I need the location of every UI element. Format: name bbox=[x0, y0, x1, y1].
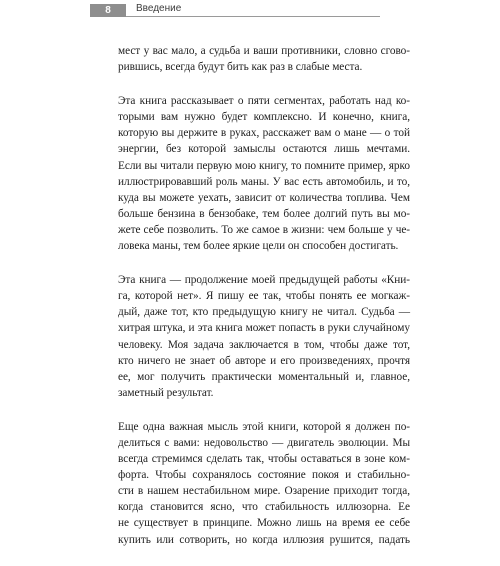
text-line: ее, мог получить практически моментальный и, главное, bbox=[118, 370, 410, 383]
text-line: мест у вас мало, а судьба и ваши противники, словно сгово- bbox=[118, 45, 410, 57]
paragraph bbox=[118, 272, 410, 401]
text-line: которую вы держите в руках, расскажет вам о мане — о той bbox=[118, 127, 410, 140]
text-line: форта. Чтобы сохранялось состояние покоя и стабильно- bbox=[118, 469, 410, 482]
text-line: дый, даже тот, кто предыдущую книгу не читал. Судьба — bbox=[118, 306, 410, 319]
page-number-block bbox=[90, 4, 126, 17]
text-line: всегда стремимся сделать так, чтобы оставаться в зоне ком- bbox=[118, 453, 410, 466]
page-number: 8 bbox=[105, 5, 111, 16]
page-header bbox=[0, 0, 500, 22]
text-line: Эта книга рассказывает о пяти сегментах, работать над ко- bbox=[118, 95, 410, 108]
text-line: Если вы читали первую мою книгу, то помните пример, ярко bbox=[118, 159, 410, 172]
text-line: не существует в принципе. Можно лишь на время ее себе bbox=[118, 517, 410, 530]
text-line: жете себе позволить. То же самое в жизни: чем больше у че- bbox=[118, 223, 410, 236]
text-line: куда вы можете уехать, зависит от количества топлива. Чем bbox=[118, 191, 410, 204]
paragraph bbox=[118, 43, 410, 75]
paragraph bbox=[118, 419, 410, 548]
text-line: когда становится ясно, что стабильность иллюзорна. Ее bbox=[118, 501, 410, 514]
text-line: сти в нашем нестабильном мире. Озарение приходит тогда, bbox=[118, 485, 410, 498]
text-line: ловека маны, тем более яркие цели он способен достигать. bbox=[118, 240, 399, 253]
text-line: делиться с вами: недовольство — двигатель эволюции. Мы bbox=[118, 436, 410, 449]
text-line: Эта книга — продолжение моей предыдущей работы «Кни- bbox=[118, 274, 410, 287]
running-title: Введение bbox=[136, 3, 182, 14]
text-line: энергии, без которой замыслы остаются лишь мечтами. bbox=[118, 143, 410, 156]
text-line: хитрая штука, и эта книга может попасть в руки случайному bbox=[118, 322, 410, 335]
text-line: заметный результат. bbox=[118, 386, 214, 399]
text-line: кто ничего не знает об авторе и его произведениях, прочтя bbox=[118, 354, 410, 367]
text-line: рившись, всегда будут бить как раз в слабые места. bbox=[118, 61, 363, 74]
text-line: купить или сотворить, но когда иллюзия рушится, падать bbox=[118, 533, 410, 546]
text-line: человеку. Моя задача заключается в том, чтобы даже тот, bbox=[118, 338, 410, 351]
text-line: торыми вам нужно будет комплексно. И конечно, книга, bbox=[118, 111, 410, 124]
header-rule bbox=[126, 16, 380, 17]
text-line: иллюстрировавший роль маны. У вас есть автомобиль, и то, bbox=[118, 175, 410, 188]
page-body bbox=[118, 43, 410, 566]
text-line: больше бензина в бензобаке, тем более долгий путь вы мо- bbox=[118, 207, 410, 220]
paragraph bbox=[118, 93, 410, 254]
text-line: га, которой нет». Я пишу ее так, чтобы понять ее могкаж- bbox=[118, 290, 410, 303]
text-line: Еще одна важная мысль этой книги, которой я должен по- bbox=[118, 420, 410, 433]
